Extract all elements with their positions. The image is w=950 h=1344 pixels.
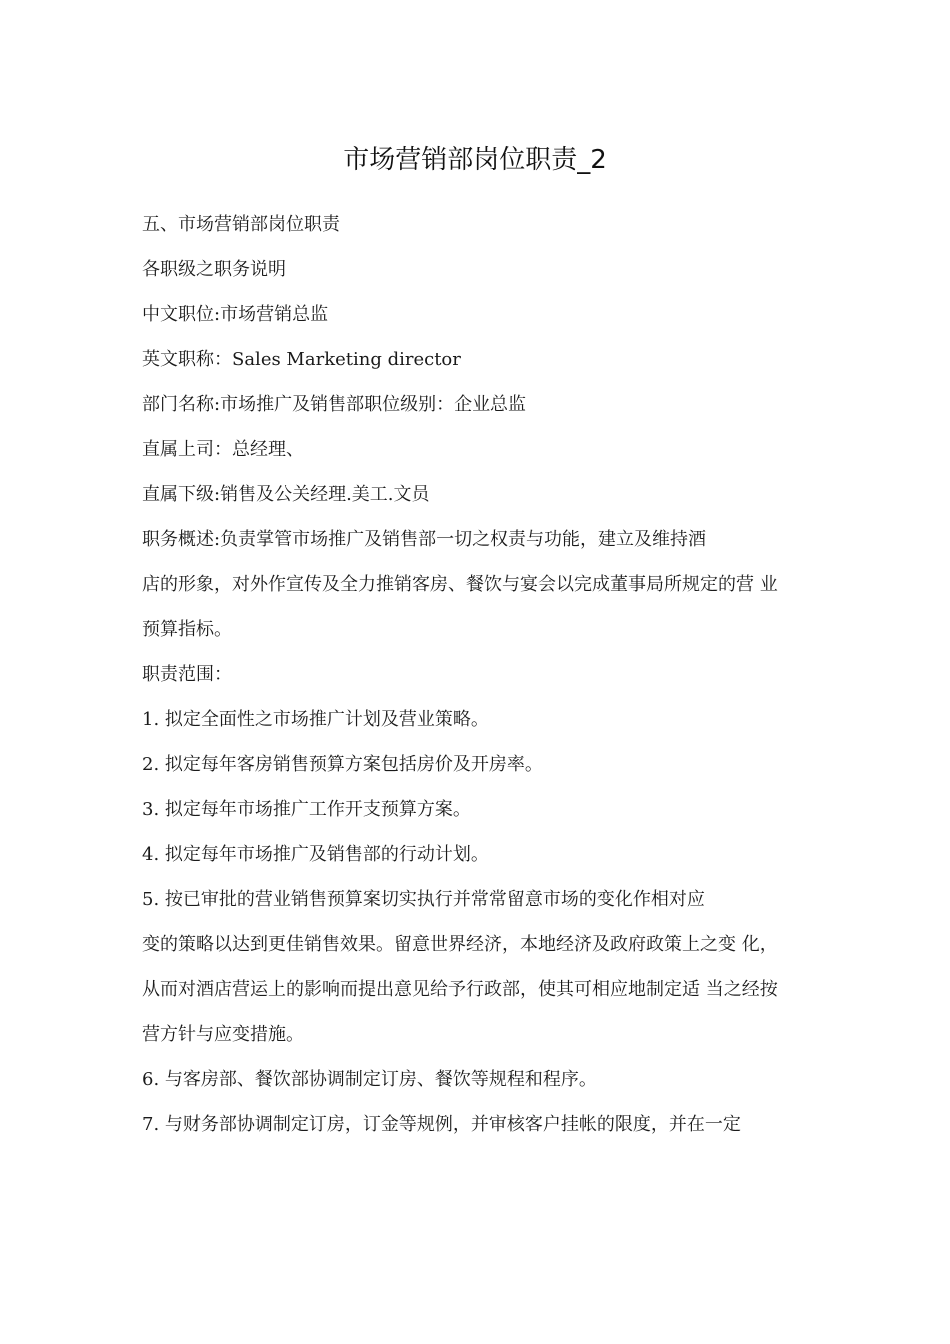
- list-item: 4. 拟定每年市场推广及销售部的行动计划。: [142, 844, 489, 865]
- field-direct-subordinates: 直属下级:销售及公关经理.美工.文员: [142, 484, 430, 505]
- subsection-heading: 各职级之职务说明: [142, 259, 286, 280]
- document-title: 市场营销部岗位职责_2: [343, 145, 607, 175]
- list-item-continuation: 营方针与应变措施。: [142, 1024, 304, 1045]
- list-item: 1. 拟定全面性之市场推广计划及营业策略。: [142, 709, 489, 730]
- section-heading: 五、市场营销部岗位职责: [142, 214, 340, 235]
- job-summary-line: 店的形象，对外作宣传及全力推销客房、餐饮与宴会以完成董事局所规定的营 业: [142, 574, 778, 595]
- field-chinese-title: 中文职位:市场营销总监: [142, 304, 329, 325]
- job-summary-line: 职务概述:负责掌管市场推广及销售部一切之权责与功能，建立及维持酒: [142, 529, 707, 550]
- job-summary-line: 预算指标。: [142, 619, 232, 640]
- field-english-title: 英文职称：Sales Marketing director: [142, 349, 461, 370]
- field-direct-superior: 直属上司：总经理、: [142, 439, 304, 460]
- list-item: 7. 与财务部协调制定订房，订金等规例，并审核客户挂帐的限度，并在一定: [142, 1114, 741, 1135]
- list-item-continuation: 变的策略以达到更佳销售效果。留意世界经济，本地经济及政府政策上之变 化，: [142, 934, 778, 955]
- field-department: 部门名称:市场推广及销售部职位级别：企业总监: [142, 394, 527, 415]
- list-item: 6. 与客房部、餐饮部协调制定订房、餐饮等规程和程序。: [142, 1069, 597, 1090]
- list-item: 2. 拟定每年客房销售预算方案包括房价及开房率。: [142, 754, 543, 775]
- list-item-continuation: 从而对酒店营运上的影响而提出意见给予行政部，使其可相应地制定适 当之经按: [142, 979, 778, 1000]
- responsibilities-heading: 职责范围：: [142, 664, 232, 685]
- list-item: 3. 拟定每年市场推广工作开支预算方案。: [142, 799, 471, 820]
- list-item: 5. 按已审批的营业销售预算案切实执行并常常留意市场的变化作相对应: [142, 889, 705, 910]
